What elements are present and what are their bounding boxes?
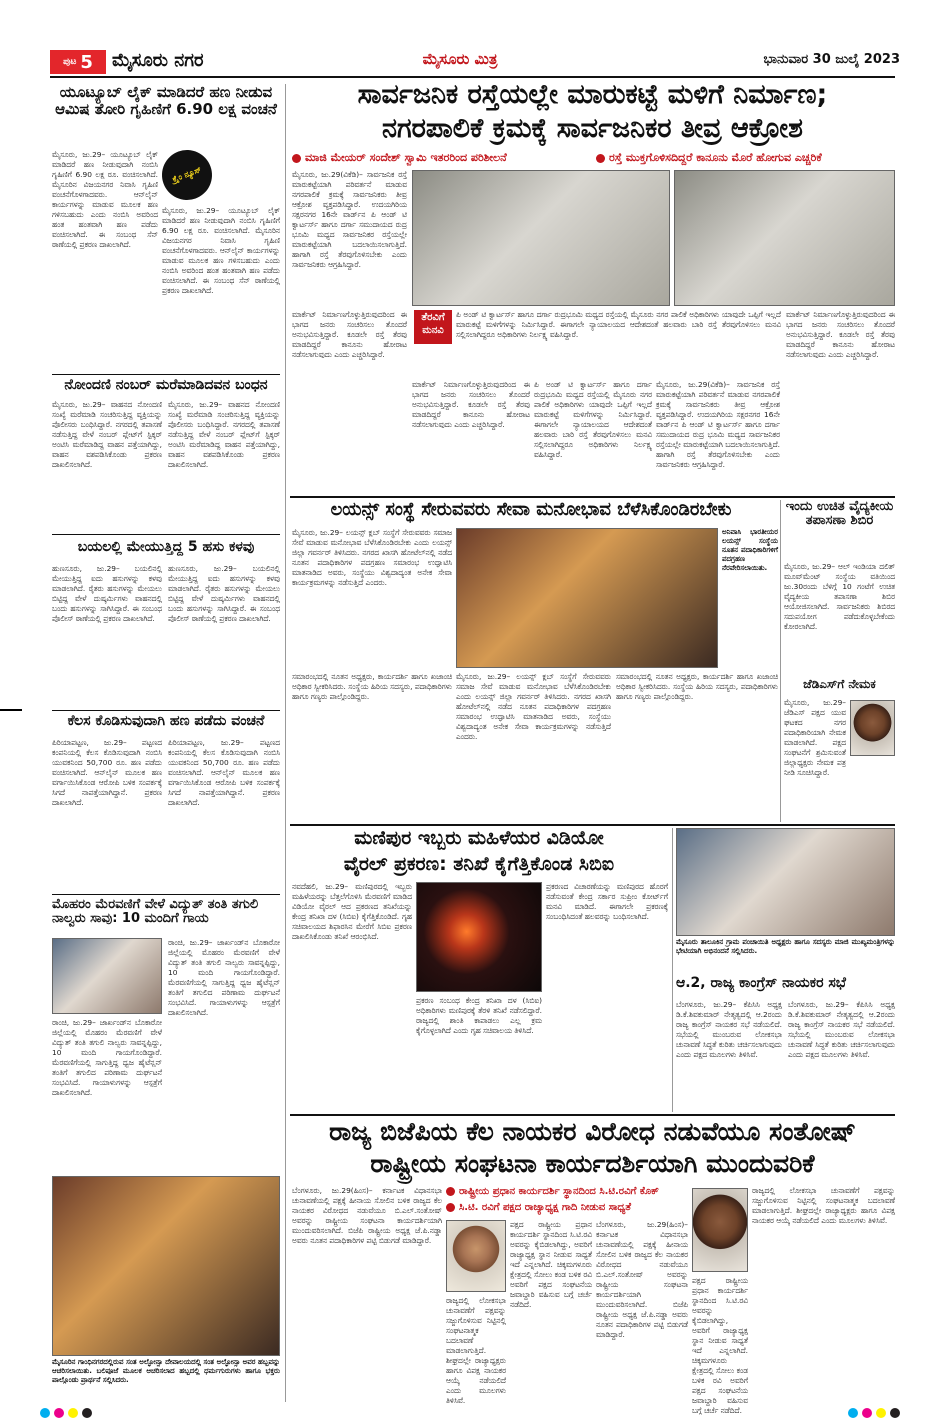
bullet-icon [446,1187,455,1196]
lead-body-col1: ಮಾರ್ಕೆಟ್ ನಿರ್ಮಾಣಗೊಳ್ಳುತ್ತಿರುವುದರಿಂದ ಈ ಭಾಗದ ಜನರು ಸಂಚರಿಸಲು ತೊಂದರೆ ಅನುಭವಿಸುತ್ತಿದ್ದಾರೆ. ಕೂಡಲೇ ರಸ್ತೆ ತೆರವು ಮಾಡದಿದ್ದರೆ ಕಾನೂನು ಹೋರಾಟ ನಡೆಸಲಾಗುವುದು ಎಂದು ಎಚ್ಚರಿಸಿದ್ದಾರೆ. [292,310,407,359]
lead-subhead-left-text: ಮಾಜಿ ಮೇಯರ್ ಸಂದೇಶ್ ಸ್ವಾಮಿ ಇತರರಿಂದ ಪರಿಶೀಲನೆ [305,151,507,164]
registration-mark [848,1408,858,1418]
lions-body-4: ಸಮಾರಂಭದಲ್ಲಿ ನೂತನ ಅಧ್ಯಕ್ಷರು, ಕಾರ್ಯದರ್ಶಿ ಹಾಗೂ ಖಜಾಂಚಿ ಅಧಿಕಾರ ಸ್ವೀಕರಿಸಿದರು. ಸಂಸ್ಥೆಯ ಹಿರಿಯ ಸದಸ್ಯರು, ಪದಾಧಿಕಾರಿಗಳು ಹಾಗೂ ಗಣ್ಯರು ಪಾಲ್ಗೊಂಡಿದ್ದರು. [616,672,778,701]
divider [52,374,280,375]
registration-marks-right [848,1408,908,1420]
date-line: ಭಾನುವಾರ 30 ಜುಲೈ 2023 [763,52,900,67]
cow-theft-body: ಹುಣಸೂರು, ಜು.29– ಬಯಲಿನಲ್ಲಿ ಮೇಯುತ್ತಿದ್ದ ಐದು ಹಸುಗಳನ್ನು ಕಳವು ಮಾಡಲಾಗಿದೆ. ರೈತರು ಹಸುಗಳನ್ನು ಮೇಯಲು ಬಿಟ್ಟಿದ್ದ ವೇಳೆ ದುಷ್ಕರ್ಮಿಗಳು ವಾಹನದಲ್ಲಿ ಬಂದು ಹಸುಗಳನ್ನು ಸಾಗಿಸಿದ್ದಾರೆ. ಈ ಸಂಬಂಧ ಪೊಲೀಸ್ ಠಾಣೆಯಲ್ಲಿ ಪ್ರಕರಣ ದಾಖಲಾಗಿದೆ. [52,564,162,623]
medical-camp-body: ಮೈಸೂರು, ಜು.29– ಆಲ್ ಇಂಡಿಯಾ ದಲಿತ್ ಮೂವ್‌ಮೆಂಟ್ ಸಂಸ್ಥೆಯ ವತಿಯಿಂದ ಜು.30ರಂದು ಬೆಳಿಗ್ಗೆ 10 ಗಂಟೆಗೆ ಉಚಿತ ವೈದ್ಯಕೀಯ ತಪಾಸಣಾ ಶಿಬಿರ ಆಯೋಜಿಸಲಾಗಿದೆ. ಸಾರ್ವಜನಿಕರು ಶಿಬಿರದ ಸದುಪಯೋಗ ಪಡೆದುಕೊಳ್ಳಬೇಕೆಂದು ಕೋರಲಾಗಿದೆ. [784,562,895,631]
lead-body-col5: ಮಾರ್ಕೆಟ್ ನಿರ್ಮಾಣಗೊಳ್ಳುತ್ತಿರುವುದರಿಂದ ಈ ಭಾಗದ ಜನರು ಸಂಚರಿಸಲು ತೊಂದರೆ ಅನುಭವಿಸುತ್ತಿದ್ದಾರೆ. ಕೂಡಲೇ ರಸ್ತೆ ತೆರವು ಮಾಡದಿದ್ದರೆ ಕಾನೂನು ಹೋರಾಟ ನಡೆಸಲಾಗುವುದು ಎಂದು ಎಚ್ಚರಿಸಿದ್ದಾರೆ. [786,310,895,359]
manipur-body-2: ಪ್ರಕರಣದ ವಿಚಾರಣೆಯನ್ನು ಮಣಿಪುರದ ಹೊರಗೆ ನಡೆಸುವಂತೆ ಕೇಂದ್ರ ಸರ್ಕಾರ ಸುಪ್ರೀಂ ಕೋರ್ಟ್‌ಗೆ ಮನವಿ ಮಾಡಿದೆ. ಈಗಾಗಲೇ ಪ್ರಕರಣಕ್ಕೆ ಸಂಬಂಧಿಸಿದಂತೆ ಹಲವರನ್ನು ಬಂಧಿಸಲಾಗಿದೆ. [546,882,668,921]
bullet-icon [446,1203,455,1212]
bjp-headline-1: ರಾಜ್ಯ ಬಿಜೆಪಿಯ ಕೆಲ ನಾಯಕರ ವಿರೋಧ ನಡುವೆಯೂ ಸಂತೋಷ್ [329,1117,856,1146]
registration-mark [862,1408,872,1418]
lead-subhead-left [292,151,592,167]
job-fraud-headline: ಕೆಲಸ ಕೊಡಿಸುವುದಾಗಿ ಹಣ ಪಡೆದು ವಂಚನೆ [67,713,265,729]
divider [52,894,280,895]
muharram-body-2: ರಾಂಚಿ, ಜು.29– ಜಾರ್ಖಂಡ್‌ನ ಬೊಕಾರೋ ಜಿಲ್ಲೆಯಲ್ಲಿ ಮೊಹರಂ ಮೆರವಣಿಗೆ ವೇಳೆ ವಿದ್ಯುತ್ ತಂತಿ ತಗುಲಿ ನಾಲ್ವರು ಸಾವನ್ನಪ್ಪಿದ್ದು, 10 ಮಂದಿ ಗಾಯಗೊಂಡಿದ್ದಾರೆ. ಮೆರವಣಿಗೆಯಲ್ಲಿ ಸಾಗುತ್ತಿದ್ದ ಧ್ವಜ ಹೈಟೆನ್ಷನ್ ತಂತಿಗೆ ತಗುಲಿದ ಪರಿಣಾಮ ದುರ್ಘಟನೆ ಸಂಭವಿಸಿದೆ. ಗಾಯಾಳುಗಳನ್ನು ಆಸ್ಪತ್ರೆಗೆ ದಾಖಲಿಸಲಾಗಿದೆ. [168,938,280,1017]
youtube-fraud-body-2: ಮೈಸೂರು, ಜು.29– ಯೂಟ್ಯೂಬ್ ಲೈಕ್ ಮಾಡಿದರೆ ಹಣ ನೀಡುವುದಾಗಿ ನಂಬಿಸಿ ಗೃಹಿಣಿಗೆ 6.90 ಲಕ್ಷ ರೂ. ವಂಚಿಸಲಾಗಿದೆ. ಮೈಸೂರಿನ ವಿಜಯನಗರ ನಿವಾಸಿ ಗೃಹಿಣಿ ವಂಚನೆಗೊಳಗಾದವರು. ಆನ್‌ಲೈನ್ ಕಾರ್ಯಗಳನ್ನು ಮಾಡುವ ಮೂಲಕ ಹಣ ಗಳಿಸಬಹುದು ಎಂದು ನಂಬಿಸಿ ಅವರಿಂದ ಹಂತ ಹಂತವಾಗಿ ಹಣ ಪಡೆದು ವಂಚಿಸಲಾಗಿದೆ. ಈ ಸಂಬಂಧ ಸೆನ್ ಠಾಣೆಯಲ್ಲಿ ಪ್ರಕರಣ ದಾಖಲಾಗಿದೆ. [162,206,280,295]
registration-mark [890,1408,900,1418]
lions-body-3: ಮೈಸೂರು, ಜು.29– ಲಯನ್ಸ್ ಕ್ಲಬ್ ಸಂಸ್ಥೆಗೆ ಸೇರುವವರು ಸಮಾಜ ಸೇವೆ ಮಾಡುವ ಮನೋಭಾವ ಬೆಳೆಸಿಕೊಂಡಿರಬೇಕು ಎಂದು ಲಯನ್ಸ್ ಜಿಲ್ಲಾ ಗವರ್ನರ್ ತಿಳಿಸಿದರು. ನಗರದ ಖಾಸಗಿ ಹೋಟೆಲ್‌ನಲ್ಲಿ ನಡೆದ ನೂತನ ಪದಾಧಿಕಾರಿಗಳ ಪದಗ್ರಹಣ ಸಮಾರಂಭ ಉದ್ಘಾಟಿಸಿ ಮಾತನಾಡಿದ ಅವರು, ಸಂಸ್ಥೆಯು ವಿಶ್ವದಾದ್ಯಂತ ಅನೇಕ ಸೇವಾ ಕಾರ್ಯಕ್ರಮಗಳನ್ನು ನಡೆಸುತ್ತಿದೆ ಎಂದರು. [456,672,611,741]
lead-subhead-right-text: ರಸ್ತೆ ಮುಕ್ತಗೊಳಿಸದಿದ್ದರೆ ಕಾನೂನು ಮೊರೆ ಹೋಗುವ ಎಚ್ಚರಿಕೆ [609,151,822,164]
youtube-fraud-body: ಮೈಸೂರು, ಜು.29– ಯೂಟ್ಯೂಬ್ ಲೈಕ್ ಮಾಡಿದರೆ ಹಣ ನೀಡುವುದಾಗಿ ನಂಬಿಸಿ ಗೃಹಿಣಿಗೆ 6.90 ಲಕ್ಷ ರೂ. ವಂಚಿಸಲಾಗಿದೆ. ಮೈಸೂರಿನ ವಿಜಯನಗರ ನಿವಾಸಿ ಗೃಹಿಣಿ ವಂಚನೆಗೊಳಗಾದವರು. ಆನ್‌ಲೈನ್ ಕಾರ್ಯಗಳನ್ನು ಮಾಡುವ ಮೂಲಕ ಹಣ ಗಳಿಸಬಹುದು ಎಂದು ನಂಬಿಸಿ ಅವರಿಂದ ಹಂತ ಹಂತವಾಗಿ ಹಣ ಪಡೆದು ವಂಚಿಸಲಾಗಿದೆ. ಈ ಸಂಬಂಧ ಸೆನ್ ಠಾಣೆಯಲ್ಲಿ ಪ್ರಕರಣ ದಾಖಲಾಗಿದೆ. [52,150,158,249]
bullet-icon [292,154,301,163]
youtube-fraud-headline: ಯೂಟ್ಯೂಬ್ ಲೈಕ್ ಮಾಡಿದರೆ ಹಣ ನೀಡುವ ಆಮಿಷ ತೋರಿ ಗೃಹಿಣಿಗೆ 6.90 ಲಕ್ಷ ವಂಚನೆ [55,83,277,118]
muharram-body: ರಾಂಚಿ, ಜು.29– ಜಾರ್ಖಂಡ್‌ನ ಬೊಕಾರೋ ಜಿಲ್ಲೆಯಲ್ಲಿ ಮೊಹರಂ ಮೆರವಣಿಗೆ ವೇಳೆ ವಿದ್ಯುತ್ ತಂತಿ ತಗುಲಿ ನಾಲ್ವರು ಸಾವನ್ನಪ್ಪಿದ್ದು, 10 ಮಂದಿ ಗಾಯಗೊಂಡಿದ್ದಾರೆ. ಮೆರವಣಿಗೆಯಲ್ಲಿ ಸಾಗುತ್ತಿದ್ದ ಧ್ವಜ ಹೈಟೆನ್ಷನ್ ತಂತಿಗೆ ತಗುಲಿದ ಪರಿಣಾಮ ದುರ್ಘಟನೆ ಸಂಭವಿಸಿದೆ. ಗಾಯಾಳುಗಳನ್ನು ಆಸ್ಪತ್ರೆಗೆ ದಾಖಲಿಸಲಾಗಿದೆ. [52,1018,162,1097]
masthead: ಮೈಸೂರು ಮಿತ್ರ [422,50,498,68]
divider [290,496,895,498]
manipur-headline-1: ಮಣಿಪುರ ಇಬ್ಬರು ಮಹಿಳೆಯರ ವಿಡಿಯೋ [354,827,604,849]
section-title: ಮೈಸೂರು ನಗರ [112,50,204,71]
crime-news-badge: ಕ್ರೈಂ ನ್ಯೂಸ್ [155,143,219,207]
jds-headline: ಜೆಡಿಎಸ್‌ಗೆ ನೇಮಕ [803,677,876,691]
registration-mark [68,1408,78,1418]
lead-tag: ತೆರವಿಗೆ ಮನವಿ [414,310,452,344]
jds-appointee-photo [850,700,895,756]
job-fraud-body: ಪಿರಿಯಾಪಟ್ಟಣ, ಜು.29– ಪಟ್ಟಣದ ಕಂಪನಿಯಲ್ಲಿ ಕೆಲಸ ಕೊಡಿಸುವುದಾಗಿ ನಂಬಿಸಿ ಯುವಕನಿಂದ 50,700 ರೂ. ಹಣ ಪಡೆದು ವಂಚಿಸಲಾಗಿದೆ. ಆನ್‌ಲೈನ್ ಮೂಲಕ ಹಣ ವರ್ಗಾಯಿಸಿಕೊಂಡ ಆರೋಪಿ ಬಳಿಕ ಸಂಪರ್ಕಕ್ಕೆ ಸಿಗದೆ ನಾಪತ್ತೆಯಾಗಿದ್ದಾನೆ. ಪ್ರಕರಣ ದಾಖಲಾಗಿದೆ. [52,738,162,807]
bjp-headline-2: ರಾಷ್ಟ್ರೀಯ ಸಂಘಟನಾ ಕಾರ್ಯದರ್ಶಿಯಾಗಿ ಮುಂದುವರಿಕೆ [370,1149,815,1178]
lions-installation-photo [456,528,718,668]
congress-photo-caption: ಮೈಸೂರು ತಾಲೂಕಿನ ಗ್ರಾಮ ಪಂಚಾಯಿತಿ ಅಧ್ಯಕ್ಷರು ಹಾಗೂ ಸದಸ್ಯರು ಮಾಜಿ ಮುಖ್ಯಮಂತ್ರಿಗಳನ್ನು ಭೇಟಿಯಾಗಿ ಅಭಿನಂದನೆ ಸಲ್ಲಿಸಿದರು. [676,938,895,956]
bjp-subhead-2-text: ಸಿ.ಟಿ. ರವಿಗೆ ಪಕ್ಷದ ರಾಜ್ಯಾಧ್ಯಕ್ಷ ಗಾದಿ ನೀಡುವ ಸಾಧ್ಯತೆ [459,1202,632,1213]
congress-meeting-body-2: ಬೆಂಗಳೂರು, ಜು.29– ಕೆಪಿಸಿಸಿ ಅಧ್ಯಕ್ಷ ಡಿ.ಕೆ.ಶಿವಕುಮಾರ್ ನೇತೃತ್ವದಲ್ಲಿ ಆ.2ರಂದು ರಾಜ್ಯ ಕಾಂಗ್ರೆಸ್ ನಾಯಕರ ಸಭೆ ನಡೆಯಲಿದೆ. ಸಭೆಯಲ್ಲಿ ಮುಂಬರುವ ಲೋಕಸಭಾ ಚುನಾವಣೆ ಸಿದ್ಧತೆ ಕುರಿತು ಚರ್ಚಿಸಲಾಗುವುದು ಎಂದು ಪಕ್ಷದ ಮೂಲಗಳು ತಿಳಿಸಿವೆ. [788,1000,895,1059]
manipur-fire-photo [416,882,542,992]
bjp-body-4: ಬೆಂಗಳೂರು, ಜು.29(ಹಿಂಸ)– ಕರ್ನಾಟಕ ವಿಧಾನಸಭಾ ಚುನಾವಣೆಯಲ್ಲಿ ಪಕ್ಷಕ್ಕೆ ಹೀನಾಯ ಸೋಲಿನ ಬಳಿಕ ರಾಜ್ಯದ ಕೆಲ ನಾಯಕರ ವಿರೋಧದ ನಡುವೆಯೂ ಬಿ.ಎಲ್.ಸಂತೋಷ್ ಅವರನ್ನು ರಾಷ್ಟ್ರೀಯ ಸಂಘಟನಾ ಕಾರ್ಯದರ್ಶಿಯಾಗಿ ಮುಂದುವರಿಸಲಾಗಿದೆ. ಬಿಜೆಪಿ ರಾಷ್ಟ್ರೀಯ ಅಧ್ಯಕ್ಷ ಜೆ.ಪಿ.ನಡ್ಡಾ ಅವರು ನೂತನ ಪದಾಧಿಕಾರಿಗಳ ಪಟ್ಟಿ ಬಿಡುಗಡೆ ಮಾಡಿದ್ದಾರೆ. [596,1220,688,1339]
lions-headline: ಲಯನ್ಸ್ ಸಂಸ್ಥೆ ಸೇರುವವರು ಸೇವಾ ಮನೋಭಾವ ಬೆಳೆಸಿಕೊಂಡಿರಬೇಕು [330,499,732,520]
manipur-headline-2: ವೈರಲ್ ಪ್ರಕರಣ: ತನಿಖೆ ಕೈಗೆತ್ತಿಕೊಂಡ ಸಿಬಿಐ [343,853,615,875]
cow-theft-headline: ಬಯಲಲ್ಲಿ ಮೇಯುತ್ತಿದ್ದ 5 ಹಸು ಕಳವು [77,539,255,555]
divider [290,824,895,826]
lions-body: ಮೈಸೂರು, ಜು.29– ಲಯನ್ಸ್ ಕ್ಲಬ್ ಸಂಸ್ಥೆಗೆ ಸೇರುವವರು ಸಮಾಜ ಸೇವೆ ಮಾಡುವ ಮನೋಭಾವ ಬೆಳೆಸಿಕೊಂಡಿರಬೇಕು ಎಂದು ಲಯನ್ಸ್ ಜಿಲ್ಲಾ ಗವರ್ನರ್ ತಿಳಿಸಿದರು. ನಗರದ ಖಾಸಗಿ ಹೋಟೆಲ್‌ನಲ್ಲಿ ನಡೆದ ನೂತನ ಪದಾಧಿಕಾರಿಗಳ ಪದಗ್ರಹಣ ಸಮಾರಂಭ ಉದ್ಘಾಟಿಸಿ ಮಾತನಾಡಿದ ಅವರು, ಸಂಸ್ಥೆಯು ವಿಶ್ವದಾದ್ಯಂತ ಅನೇಕ ಸೇವಾ ಕಾರ್ಯಕ್ರಮಗಳನ್ನು ನಡೆಸುತ್ತಿದೆ ಎಂದರು. [292,528,452,587]
officials-inspection-photo [674,170,895,306]
number-plate-headline: ನೋಂದಣಿ ನಂಬರ್ ಮರೆಮಾಡಿದವನ ಬಂಧನ [64,377,268,393]
lead-subhead-right [596,151,896,167]
manipur-body: ನವದೆಹಲಿ, ಜು.29– ಮಣಿಪುರದಲ್ಲಿ ಇಬ್ಬರು ಮಹಿಳೆಯರನ್ನು ಬೆತ್ತಲೆಗೊಳಿಸಿ ಮೆರವಣಿಗೆ ಮಾಡಿದ ವಿಡಿಯೋ ವೈರಲ್ ಆದ ಪ್ರಕರಣದ ತನಿಖೆಯನ್ನು ಕೇಂದ್ರ ತನಿಖಾ ದಳ (ಸಿಬಿಐ) ಕೈಗೆತ್ತಿಕೊಂಡಿದೆ. ಗೃಹ ಸಚಿವಾಲಯದ ಶಿಫಾರಸಿನ ಮೇರೆಗೆ ಸಿಬಿಐ ಪ್ರಕರಣ ದಾಖಲಿಸಿಕೊಂಡು ತನಿಖೆ ಆರಂಭಿಸಿದೆ. [292,882,412,941]
number-plate-body: ಮೈಸೂರು, ಜು.29– ವಾಹನದ ನೋಂದಣಿ ಸಂಖ್ಯೆ ಮರೆಮಾಡಿ ಸಂಚರಿಸುತ್ತಿದ್ದ ವ್ಯಕ್ತಿಯನ್ನು ಪೊಲೀಸರು ಬಂಧಿಸಿದ್ದಾರೆ. ನಗರದಲ್ಲಿ ತಪಾಸಣೆ ನಡೆಸುತ್ತಿದ್ದ ವೇಳೆ ನಂಬರ್ ಪ್ಲೇಟ್‌ಗೆ ಸ್ಟಿಕ್ಕರ್ ಅಂಟಿಸಿ ಮರೆಮಾಡಿದ್ದ ವಾಹನ ಪತ್ತೆಯಾಗಿದ್ದು, ವಾಹನ ವಶಪಡಿಸಿಕೊಂಡು ಪ್ರಕರಣ ದಾಖಲಿಸಲಾಗಿದೆ. [52,400,162,469]
lead-body-col4: ಮೈಸೂರು, ಜು.29(ವಿಕೆಡಿ)– ಸಾರ್ವಜನಿಕ ರಸ್ತೆ ಮಾರುಕಟ್ಟೆಯಾಗಿ ಪರಿವರ್ತನೆ ಮಾಡುವ ನಗರಪಾಲಿಕೆ ಕ್ರಮಕ್ಕೆ ಸಾರ್ವಜನಿಕರು ತೀವ್ರ ಆಕ್ರೋಶ ವ್ಯಕ್ತಪಡಿಸಿದ್ದಾರೆ. ಉದಯಗಿರಿಯ ಸಕ್ಷರನಗರ 16ನೇ ವಾರ್ಡ್‌ನ ಪಿ ಆಂಡ್ ಟಿ ಕ್ವಾರ್ಟರ್ಸ್ ಹಾಗೂ ದರ್ಗಾ ಸಮುದಾಯದ ರುದ್ರ ಭೂಮಿ ಮಧ್ಯದ ಸಾರ್ವಜನಿಕರ ರಸ್ತೆಯಲ್ಲೇ ಮಾರುಕಟ್ಟೆಯಾಗಿ ಬದಲಾಯಿಸಲಾಗುತ್ತಿದೆ. ಹಾಗಾಗಿ ರಸ್ತೆ ತೆರವುಗೊಳಿಸಬೇಕು ಎಂದು ಸಾರ್ವಜನಿಕರು ಆಗ್ರಹಿಸಿದ್ದಾರೆ. [656,380,780,469]
header-rule [50,76,895,78]
muharram-photo [52,938,162,1014]
medical-camp-headline: ಇಂದು ಉಚಿತ ವೈದ್ಯಕೀಯ ತಪಾಸಣಾ ಶಿಬಿರ [785,499,894,529]
church-feast-photo [52,1176,280,1356]
registration-mark [82,1408,92,1418]
column-divider [285,84,286,1402]
lions-body-2: ಸಮಾರಂಭದಲ್ಲಿ ನೂತನ ಅಧ್ಯಕ್ಷರು, ಕಾರ್ಯದರ್ಶಿ ಹಾಗೂ ಖಜಾಂಚಿ ಅಧಿಕಾರ ಸ್ವೀಕರಿಸಿದರು. ಸಂಸ್ಥೆಯ ಹಿರಿಯ ಸದಸ್ಯರು, ಪದಾಧಿಕಾರಿಗಳು ಹಾಗೂ ಗಣ್ಯರು ಪಾಲ್ಗೊಂಡಿದ್ದರು. [292,672,452,701]
column-divider [780,500,781,822]
registration-mark [40,1408,50,1418]
ct-ravi-photo [692,1188,748,1272]
bjp-body: ಬೆಂಗಳೂರು, ಜು.29(ಹಿಂಸ)– ಕರ್ನಾಟಕ ವಿಧಾನಸಭಾ ಚುನಾವಣೆಯಲ್ಲಿ ಪಕ್ಷಕ್ಕೆ ಹೀನಾಯ ಸೋಲಿನ ಬಳಿಕ ರಾಜ್ಯದ ಕೆಲ ನಾಯಕರ ವಿರೋಧದ ನಡುವೆಯೂ ಬಿ.ಎಲ್.ಸಂತೋಷ್ ಅವರನ್ನು ರಾಷ್ಟ್ರೀಯ ಸಂಘಟನಾ ಕಾರ್ಯದರ್ಶಿಯಾಗಿ ಮುಂದುವರಿಸಲಾಗಿದೆ. ಬಿಜೆಪಿ ರಾಷ್ಟ್ರೀಯ ಅಧ್ಯಕ್ಷ ಜೆ.ಪಿ.ನಡ್ಡಾ ಅವರು ನೂತನ ಪದಾಧಿಕಾರಿಗಳ ಪಟ್ಟಿ ಬಿಡುಗಡೆ ಮಾಡಿದ್ದಾರೆ. [292,1186,442,1245]
registration-mark [54,1408,64,1418]
church-feast-caption: ಮೈಸೂರಿನ ಗಾಂಧಿನಗರದಲ್ಲಿರುವ ಸಂತ ಅಲ್ಫೋನ್ಸಾ ದೇವಾಲಯದಲ್ಲಿ ಸಂತ ಅಲ್ಫೋನ್ಸಾ ಅವರ ಹಬ್ಬವನ್ನು ಆಚರಿಸಲಾಯಿತು. ಬಲಿಪೂಜೆ ಮೂಲಕ ಆಚರಿಸಲಾದ ಹಬ್ಬದಲ್ಲಿ ಧರ್ಮಗುರುಗಳು ಹಾಗೂ ಭಕ್ತರು ಪಾಲ್ಗೊಂಡು ಪ್ರಾರ್ಥನೆ ಸಲ್ಲಿಸಿದರು. [52,1358,280,1385]
lead-headline-1: ಸಾರ್ವಜನಿಕ ರಸ್ತೆಯಲ್ಲೇ ಮಾರುಕಟ್ಟೆ ಮಳಿಗೆ ನಿರ್ಮಾಣ; [357,79,828,110]
manipur-body-3: ಪ್ರಕರಣ ಸಂಬಂಧ ಕೇಂದ್ರ ತನಿಖಾ ದಳ (ಸಿಬಿಐ) ಅಧಿಕಾರಿಗಳು ಮಣಿಪುರಕ್ಕೆ ತೆರಳಿ ತನಿಖೆ ನಡೆಸಲಿದ್ದಾರೆ. ರಾಜ್ಯದಲ್ಲಿ ಶಾಂತಿ ಕಾಪಾಡಲು ಎಲ್ಲ ಕ್ರಮ ಕೈಗೊಳ್ಳಲಾಗಿದೆ ಎಂದು ಗೃಹ ಸಚಿವಾಲಯ ತಿಳಿಸಿದೆ. [416,996,542,1035]
registration-marks-left [40,1408,100,1420]
lead-body-col2: ಮಾರ್ಕೆಟ್ ನಿರ್ಮಾಣಗೊಳ್ಳುತ್ತಿರುವುದರಿಂದ ಈ ಭಾಗದ ಜನರು ಸಂಚರಿಸಲು ತೊಂದರೆ ಅನುಭವಿಸುತ್ತಿದ್ದಾರೆ. ಕೂಡಲೇ ರಸ್ತೆ ತೆರವು ಮಾಡದಿದ್ದರೆ ಕಾನೂನು ಹೋರಾಟ ನಡೆಸಲಾಗುವುದು ಎಂದು ಎಚ್ಚರಿಸಿದ್ದಾರೆ. [412,380,530,429]
margin-mark [0,709,22,711]
lead-body-wide: ಪಿ ಅಂಡ್ ಟಿ ಕ್ವಾರ್ಟರ್ಸ್ ಹಾಗೂ ದರ್ಗಾ ರುದ್ರಭೂಮಿ ಮಧ್ಯದ ರಸ್ತೆಯಲ್ಲಿ ಮೈಸೂರು ನಗರ ಪಾಲಿಕೆ ಅಧಿಕಾರಿಗಳು ಯಾವುದೇ ಒಪ್ಪಿಗೆ ಇಲ್ಲದೆ ಮಾರುಕಟ್ಟೆ ಮಳಿಗೆಗಳನ್ನು ನಿರ್ಮಿಸಿದ್ದಾರೆ. ಈಗಾಗಲೇ ನ್ಯಾಯಾಲಯದ ಆದೇಶದಂತೆ ಹಲವಾರು ಬಾರಿ ರಸ್ತೆ ತೆರವುಗೊಳಿಸಲು ಮನವಿ ಸಲ್ಲಿಸಲಾಗಿದ್ದರೂ ಅಧಿಕಾರಿಗಳು ನಿರ್ಲಕ್ಷ್ಯ ವಹಿಸಿದ್ದಾರೆ. [456,310,781,339]
cow-theft-body-2: ಹುಣಸೂರು, ಜು.29– ಬಯಲಿನಲ್ಲಿ ಮೇಯುತ್ತಿದ್ದ ಐದು ಹಸುಗಳನ್ನು ಕಳವು ಮಾಡಲಾಗಿದೆ. ರೈತರು ಹಸುಗಳನ್ನು ಮೇಯಲು ಬಿಟ್ಟಿದ್ದ ವೇಳೆ ದುಷ್ಕರ್ಮಿಗಳು ವಾಹನದಲ್ಲಿ ಬಂದು ಹಸುಗಳನ್ನು ಸಾಗಿಸಿದ್ದಾರೆ. ಈ ಸಂಬಂಧ ಪೊಲೀಸ್ ಠಾಣೆಯಲ್ಲಿ ಪ್ರಕರಣ ದಾಖಲಾಗಿದೆ. [168,564,280,623]
lions-photo-caption: ಅನಿವಾಸಿ ಭಾರತೀಯರ ಲಯನ್ಸ್ ಸಂಸ್ಥೆಯ ನೂತನ ಪದಾಧಿಕಾರಿಗಳಿಗೆ ಪದಗ್ರಹಣ ನೆರವೇರಿಸಲಾಯಿತು. [722,528,778,573]
congress-meeting-body: ಬೆಂಗಳೂರು, ಜು.29– ಕೆಪಿಸಿಸಿ ಅಧ್ಯಕ್ಷ ಡಿ.ಕೆ.ಶಿವಕುಮಾರ್ ನೇತೃತ್ವದಲ್ಲಿ ಆ.2ರಂದು ರಾಜ್ಯ ಕಾಂಗ್ರೆಸ್ ನಾಯಕರ ಸಭೆ ನಡೆಯಲಿದೆ. ಸಭೆಯಲ್ಲಿ ಮುಂಬರುವ ಲೋಕಸಭಾ ಚುನಾವಣೆ ಸಿದ್ಧತೆ ಕುರಿತು ಚರ್ಚಿಸಲಾಗುವುದು ಎಂದು ಪಕ್ಷದ ಮೂಲಗಳು ತಿಳಿಸಿವೆ. [676,1000,782,1059]
bullet-icon [596,154,605,163]
registration-mark [876,1408,886,1418]
santhosh-photo [446,1220,506,1292]
column-divider [672,828,673,1112]
jds-body: ಮೈಸೂರು, ಜು.29– ಜೆಡಿಎಸ್ ಪಕ್ಷದ ಯುವ ಘಟಕದ ನಗರ ಪದಾಧಿಕಾರಿಯಾಗಿ ನೇಮಕ ಮಾಡಲಾಗಿದೆ. ಪಕ್ಷದ ಸಂಘಟನೆಗೆ ಶ್ರಮಿಸುವಂತೆ ಜಿಲ್ಲಾಧ್ಯಕ್ಷರು ನೇಮಕ ಪತ್ರ ನೀಡಿ ಸೂಚಿಸಿದ್ದಾರೆ. [784,698,846,777]
page-number: 5 [80,51,93,73]
page-prefix: ಪುಟ [63,57,77,67]
bjp-subhead-1-text: ರಾಷ್ಟ್ರೀಯ ಪ್ರಧಾನ ಕಾರ್ಯದರ್ಶಿ ಸ್ಥಾನದಿಂದ ಸಿ.ಟಿ.ರವಿಗೆ ಕೊಕ್ [459,1186,659,1197]
bjp-body-5: ಪಕ್ಷದ ರಾಷ್ಟ್ರೀಯ ಪ್ರಧಾನ ಕಾರ್ಯದರ್ಶಿ ಸ್ಥಾನದಿಂದ ಸಿ.ಟಿ.ರವಿ ಅವರನ್ನು ಕೈಬಿಡಲಾಗಿದ್ದು, ಅವರಿಗೆ ರಾಜ್ಯಾಧ್ಯಕ್ಷ ಸ್ಥಾನ ನೀಡುವ ಸಾಧ್ಯತೆ ಇದೆ ಎನ್ನಲಾಗಿದೆ. ಚಿಕ್ಕಮಗಳೂರು ಕ್ಷೇತ್ರದಲ್ಲಿ ಸೋಲು ಕಂಡ ಬಳಿಕ ರವಿ ಅವರಿಗೆ ಪಕ್ಷದ ಸಂಘಟನೆಯ ಜವಾಬ್ದಾರಿ ವಹಿಸುವ ಬಗ್ಗೆ ಚರ್ಚೆ ನಡೆದಿದೆ. [692,1276,748,1415]
bjp-body-2: ಪಕ್ಷದ ರಾಷ್ಟ್ರೀಯ ಪ್ರಧಾನ ಕಾರ್ಯದರ್ಶಿ ಸ್ಥಾನದಿಂದ ಸಿ.ಟಿ.ರವಿ ಅವರನ್ನು ಕೈಬಿಡಲಾಗಿದ್ದು, ಅವರಿಗೆ ರಾಜ್ಯಾಧ್ಯಕ್ಷ ಸ್ಥಾನ ನೀಡುವ ಸಾಧ್ಯತೆ ಇದೆ ಎನ್ನಲಾಗಿದೆ. ಚಿಕ್ಕಮಗಳೂರು ಕ್ಷೇತ್ರದಲ್ಲಿ ಸೋಲು ಕಂಡ ಬಳಿಕ ರವಿ ಅವರಿಗೆ ಪಕ್ಷದ ಸಂಘಟನೆಯ ಜವಾಬ್ದಾರಿ ವಹಿಸುವ ಬಗ್ಗೆ ಚರ್ಚೆ ನಡೆದಿದೆ. [510,1220,592,1309]
congress-leaders-photo [676,828,895,936]
bjp-body-6: ರಾಜ್ಯದಲ್ಲಿ ಲೋಕಸಭಾ ಚುನಾವಣೆಗೆ ಪಕ್ಷವನ್ನು ಸಜ್ಜುಗೊಳಿಸುವ ನಿಟ್ಟಿನಲ್ಲಿ ಸಂಘಟನಾತ್ಮಕ ಬದಲಾವಣೆ ಮಾಡಲಾಗುತ್ತಿದೆ. ಶೀಘ್ರದಲ್ಲೇ ರಾಜ್ಯಾಧ್ಯಕ್ಷರು ಹಾಗೂ ವಿಪಕ್ಷ ನಾಯಕರ ಆಯ್ಕೆ ನಡೆಯಲಿದೆ ಎಂದು ಮೂಲಗಳು ತಿಳಿಸಿವೆ. [752,1186,895,1225]
muharram-headline: ಮೊಹರಂ ಮೆರವಣಿಗೆ ವೇಳೆ ವಿದ್ಯುತ್ ತಂತಿ ತಗುಲಿ ನಾಲ್ವರು ಸಾವು: 10 ಮಂದಿಗೆ ಗಾಯ [52,897,259,927]
divider [290,1114,895,1116]
market-stalls-photo [412,170,670,306]
page-number-badge [50,50,106,74]
divider [52,534,280,535]
lead-body-intro: ಮೈಸೂರು, ಜು.29(ವಿಕೆಡಿ)– ಸಾರ್ವಜನಿಕ ರಸ್ತೆ ಮಾರುಕಟ್ಟೆಯಾಗಿ ಪರಿವರ್ತನೆ ಮಾಡುವ ನಗರಪಾಲಿಕೆ ಕ್ರಮಕ್ಕೆ ಸಾರ್ವಜನಿಕರು ತೀವ್ರ ಆಕ್ರೋಶ ವ್ಯಕ್ತಪಡಿಸಿದ್ದಾರೆ. ಉದಯಗಿರಿಯ ಸಕ್ಷರನಗರ 16ನೇ ವಾರ್ಡ್‌ನ ಪಿ ಆಂಡ್ ಟಿ ಕ್ವಾರ್ಟರ್ಸ್ ಹಾಗೂ ದರ್ಗಾ ಸಮುದಾಯದ ರುದ್ರ ಭೂಮಿ ಮಧ್ಯದ ಸಾರ್ವಜನಿಕರ ರಸ್ತೆಯಲ್ಲೇ ಮಾರುಕಟ್ಟೆಯಾಗಿ ಬದಲಾಯಿಸಲಾಗುತ್ತಿದೆ. ಹಾಗಾಗಿ ರಸ್ತೆ ತೆರವುಗೊಳಿಸಬೇಕು ಎಂದು ಸಾರ್ವಜನಿಕರು ಆಗ್ರಹಿಸಿದ್ದಾರೆ. [292,170,407,269]
number-plate-body-2: ಮೈಸೂರು, ಜು.29– ವಾಹನದ ನೋಂದಣಿ ಸಂಖ್ಯೆ ಮರೆಮಾಡಿ ಸಂಚರಿಸುತ್ತಿದ್ದ ವ್ಯಕ್ತಿಯನ್ನು ಪೊಲೀಸರು ಬಂಧಿಸಿದ್ದಾರೆ. ನಗರದಲ್ಲಿ ತಪಾಸಣೆ ನಡೆಸುತ್ತಿದ್ದ ವೇಳೆ ನಂಬರ್ ಪ್ಲೇಟ್‌ಗೆ ಸ್ಟಿಕ್ಕರ್ ಅಂಟಿಸಿ ಮರೆಮಾಡಿದ್ದ ವಾಹನ ಪತ್ತೆಯಾಗಿದ್ದು, ವಾಹನ ವಶಪಡಿಸಿಕೊಂಡು ಪ್ರಕರಣ ದಾಖಲಿಸಲಾಗಿದೆ. [168,400,280,469]
job-fraud-body-2: ಪಿರಿಯಾಪಟ್ಟಣ, ಜು.29– ಪಟ್ಟಣದ ಕಂಪನಿಯಲ್ಲಿ ಕೆಲಸ ಕೊಡಿಸುವುದಾಗಿ ನಂಬಿಸಿ ಯುವಕನಿಂದ 50,700 ರೂ. ಹಣ ಪಡೆದು ವಂಚಿಸಲಾಗಿದೆ. ಆನ್‌ಲೈನ್ ಮೂಲಕ ಹಣ ವರ್ಗಾಯಿಸಿಕೊಂಡ ಆರೋಪಿ ಬಳಿಕ ಸಂಪರ್ಕಕ್ಕೆ ಸಿಗದೆ ನಾಪತ್ತೆಯಾಗಿದ್ದಾನೆ. ಪ್ರಕರಣ ದಾಖಲಾಗಿದೆ. [168,738,280,807]
lead-headline-2: ನಗರಪಾಲಿಕೆ ಕ್ರಮಕ್ಕೆ ಸಾರ್ವಜನಿಕರ ತೀವ್ರ ಆಕ್ರೋಶ [382,113,803,144]
bjp-body-3: ರಾಜ್ಯದಲ್ಲಿ ಲೋಕಸಭಾ ಚುನಾವಣೆಗೆ ಪಕ್ಷವನ್ನು ಸಜ್ಜುಗೊಳಿಸುವ ನಿಟ್ಟಿನಲ್ಲಿ ಸಂಘಟನಾತ್ಮಕ ಬದಲಾವಣೆ ಮಾಡಲಾಗುತ್ತಿದೆ. ಶೀಘ್ರದಲ್ಲೇ ರಾಜ್ಯಾಧ್ಯಕ್ಷರು ಹಾಗೂ ವಿಪಕ್ಷ ನಾಯಕರ ಆಯ್ಕೆ ನಡೆಯಲಿದೆ ಎಂದು ಮೂಲಗಳು ತಿಳಿಸಿವೆ. [446,1296,506,1405]
congress-meeting-headline: ಆ.2, ರಾಜ್ಯ ಕಾಂಗ್ರೆಸ್ ನಾಯಕರ ಸಭೆ [676,975,846,991]
lead-body-col3: ಪಿ ಅಂಡ್ ಟಿ ಕ್ವಾರ್ಟರ್ಸ್ ಹಾಗೂ ದರ್ಗಾ ರುದ್ರಭೂಮಿ ಮಧ್ಯದ ರಸ್ತೆಯಲ್ಲಿ ಮೈಸೂರು ನಗರ ಪಾಲಿಕೆ ಅಧಿಕಾರಿಗಳು ಯಾವುದೇ ಒಪ್ಪಿಗೆ ಇಲ್ಲದೆ ಮಾರುಕಟ್ಟೆ ಮಳಿಗೆಗಳನ್ನು ನಿರ್ಮಿಸಿದ್ದಾರೆ. ಈಗಾಗಲೇ ನ್ಯಾಯಾಲಯದ ಆದೇಶದಂತೆ ಹಲವಾರು ಬಾರಿ ರಸ್ತೆ ತೆರವುಗೊಳಿಸಲು ಮನವಿ ಸಲ್ಲಿಸಲಾಗಿದ್ದರೂ ಅಧಿಕಾರಿಗಳು ನಿರ್ಲಕ್ಷ್ಯ ವಹಿಸಿದ್ದಾರೆ. [534,380,652,459]
divider [52,710,280,711]
